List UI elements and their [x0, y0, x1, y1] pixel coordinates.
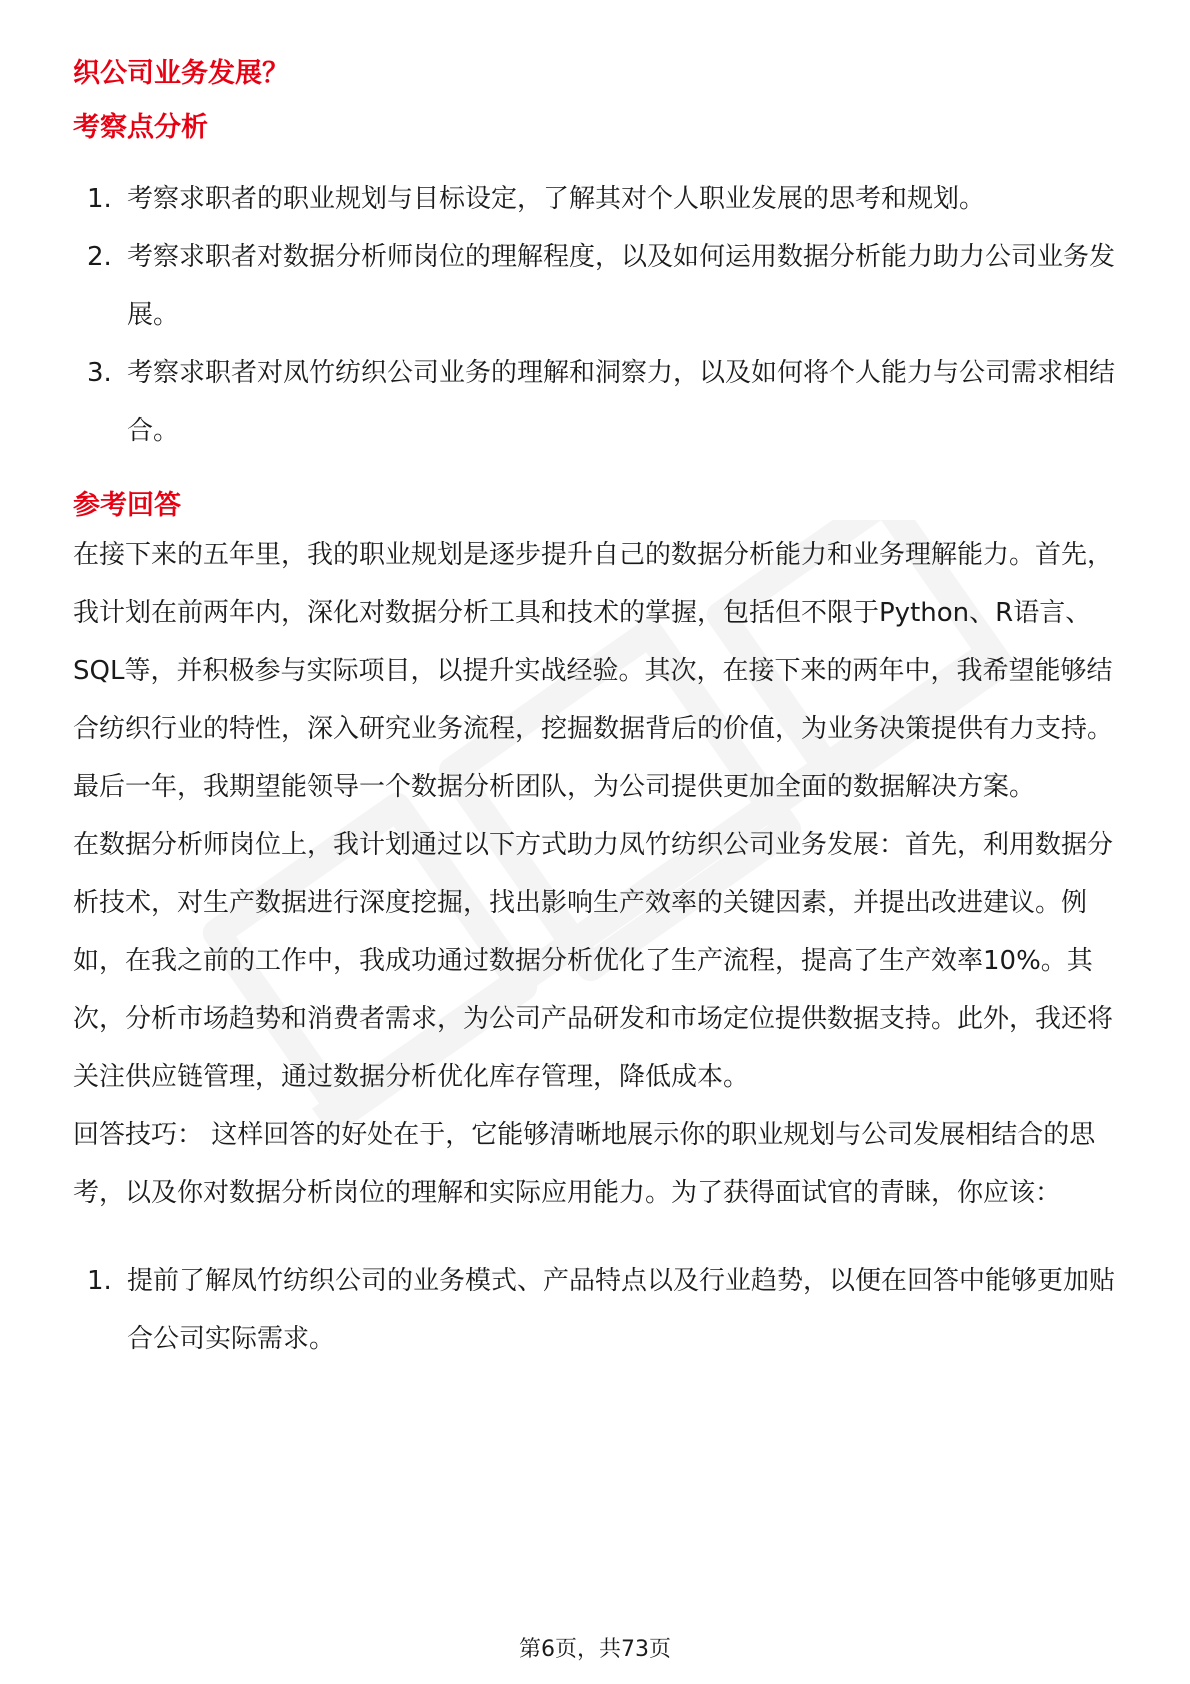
analysis-heading: 考察点分析 — [73, 112, 208, 143]
list-text: 考察求职者的职业规划与目标设定，了解其对个人职业发展的思考和规划。 — [127, 184, 986, 214]
question-tail: 织公司业务发展？ — [73, 58, 289, 89]
list-item — [73, 1252, 1123, 1368]
list-number: 1. — [87, 184, 112, 214]
list-text: 考察求职者对数据分析师岗位的理解程度，以及如何运用数据分析能力助力公司业务发展。 — [127, 242, 1116, 330]
tips-list — [73, 1252, 1123, 1368]
list-item — [73, 170, 1123, 228]
content — [73, 46, 1123, 1368]
list-number: 3. — [87, 358, 112, 388]
tips-intro: 回答技巧： 这样回答的好处在于，它能够清晰地展示你的职业规划与公司发展相结合的思考，以及你对数据分析岗位的理解和实际应用能力。为了获得面试官的青睐，你应该： — [73, 1120, 1096, 1208]
list-number: 2. — [87, 242, 112, 272]
list-number: 1. — [87, 1266, 112, 1296]
answer-paragraph-1: 在接下来的五年里，我的职业规划是逐步提升自己的数据分析能力和业务理解能力。首先，我计划在前两年内，深化对数据分析工具和技术的掌握，包括但不限于Python、R语言、SQL等，并积极参与实际项目，以提升实战经验。其次，在接下来的两年中，我希望能够结合纺织行业的特性，深入研究业务流程，挖掘数据背后的价值，为业务决策提供有力支持。最后一年，我期望能领导一个数据分析团队，为公司提供更加全面的数据解决方案。 — [73, 540, 1114, 802]
answer-paragraph-2: 在数据分析师岗位上，我计划通过以下方式助力凤竹纺织公司业务发展：首先，利用数据分析技术，对生产数据进行深度挖掘，找出影响生产效率的关键因素，并提出改进建议。例如，在我之前的工作中，我成功通过数据分析优化了生产流程，提高了生产效率10%。其次，分析市场趋势和消费者需求，为公司产品研发和市场定位提供数据支持。此外，我还将关注供应链管理，通过数据分析优化库存管理，降低成本。 — [73, 830, 1114, 1092]
list-text: 考察求职者对凤竹纺织公司业务的理解和洞察力，以及如何将个人能力与公司需求相结合。 — [127, 358, 1116, 446]
list-item — [73, 228, 1123, 344]
page-number: 第6页，共73页 — [519, 1637, 671, 1662]
list-text: 提前了解凤竹纺织公司的业务模式、产品特点以及行业趋势，以便在回答中能够更加贴合公司实际需求。 — [127, 1266, 1116, 1354]
answer-heading: 参考回答 — [73, 490, 181, 521]
analysis-list — [73, 170, 1123, 460]
list-item — [73, 344, 1123, 460]
